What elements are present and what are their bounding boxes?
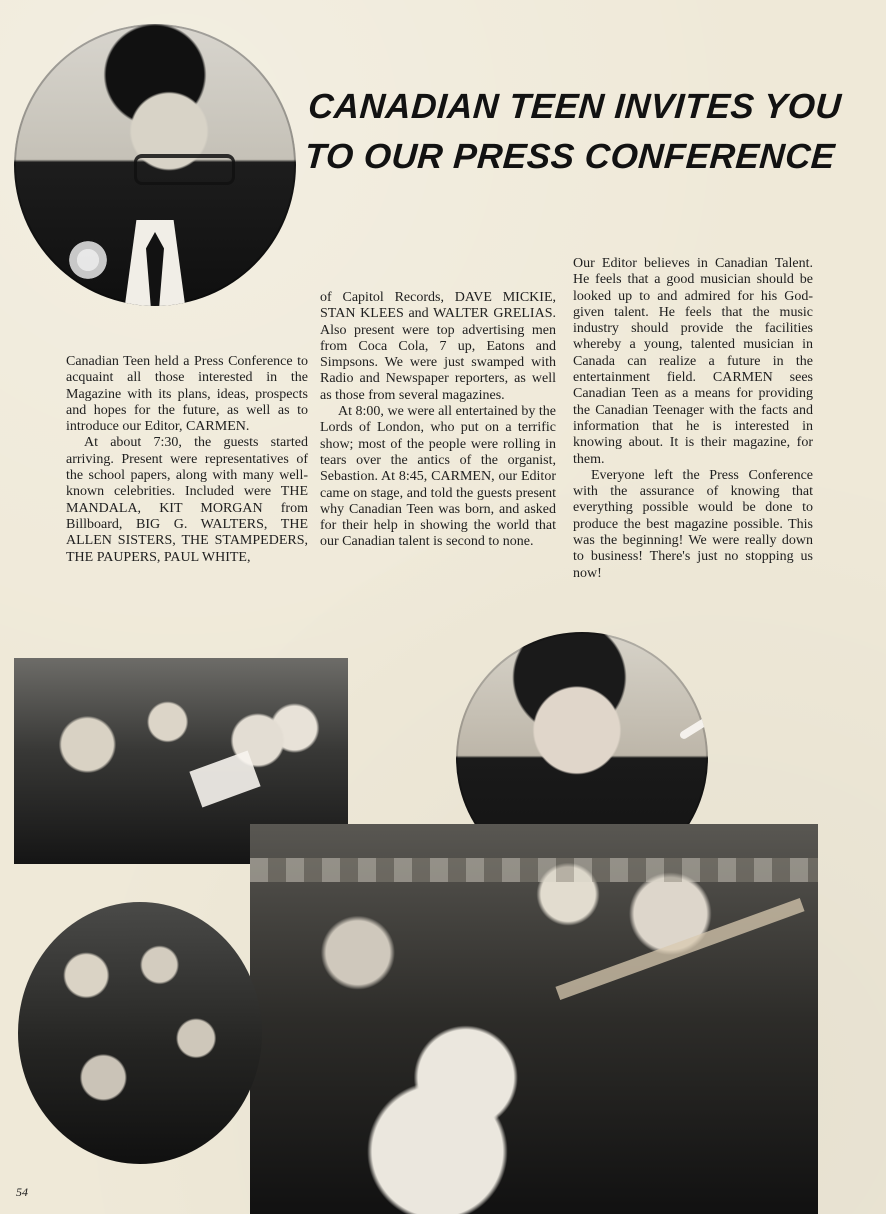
article-column-2 — [320, 290, 556, 551]
column-1-paragraph-2: At about 7:30, the guests started arriving. Present were representatives of the school papers, along with many well-known celebrities. Included were THE MANDALA, KIT MORGAN from Billboard, BIG G. WALTERS, THE ALLEN SISTERS, THE STAMPEDERS, THE PAUPERS, PAUL WHITE, — [66, 435, 308, 565]
column-2-paragraph-2: At 8:00, we were all entertained by the Lords of London, who put on a terrific show; most of the people were rolling in tears over the antics of the organist, Sebastion. At 8:45, CARMEN, our Editor came on stage, and told the guests present why Canadian Teen was born, and asked for their help in showing the world that our Canadian talent is second to none. — [320, 404, 556, 550]
band-performance-photo — [250, 824, 818, 1214]
audience-circle-photo — [18, 902, 262, 1164]
editor-portrait-photo — [14, 24, 296, 306]
headline-line-1: CANADIAN TEEN INVITES YOU — [306, 87, 843, 126]
headline-line-2: TO OUR PRESS CONFERENCE — [303, 137, 837, 176]
column-3-paragraph-1: Our Editor believes in Canadian Talent. He feels that a good musician should be looked up to and admired for his God-given talent. He feels that the music industry should provide the facilities whereby a young, talented musician in Canada can realize a future in the entertainment field. CARMEN sees Canadian Teen as a means for providing the Canadian Teenager with the facts and information that he is interested in knowing about. It is their magazine, for them. — [573, 256, 813, 467]
column-3-paragraph-2: Everyone left the Press Conference with the assurance of knowing that everything possible would be done to produce the best magazine possible. This was the beginning! We were really down to business! There's just no stopping us now! — [573, 467, 813, 581]
article-headline — [303, 82, 870, 182]
column-2-paragraph-1: of Capitol Records, DAVE MICKIE, STAN KLEES and WALTER GRELIAS. Also present were top advertising men from Coca Cola, 7 up, Eatons and Simpsons. We were just swamped with Radio and Newspaper reporters, as well as those from several magazines. — [320, 290, 556, 403]
eyeglasses-detail — [134, 154, 235, 185]
article-column-1 — [66, 354, 308, 566]
cigarette-detail — [678, 716, 708, 741]
article-column-3 — [573, 256, 813, 582]
page-number: 54 — [16, 1185, 28, 1199]
boutonniere-detail — [66, 238, 110, 282]
column-1-paragraph-1: Canadian Teen held a Press Conference to acquaint all those interested in the Magazine with its plans, ideas, prospects and hopes for the future, as well as to introduce our Editor, CARMEN. — [66, 354, 308, 435]
